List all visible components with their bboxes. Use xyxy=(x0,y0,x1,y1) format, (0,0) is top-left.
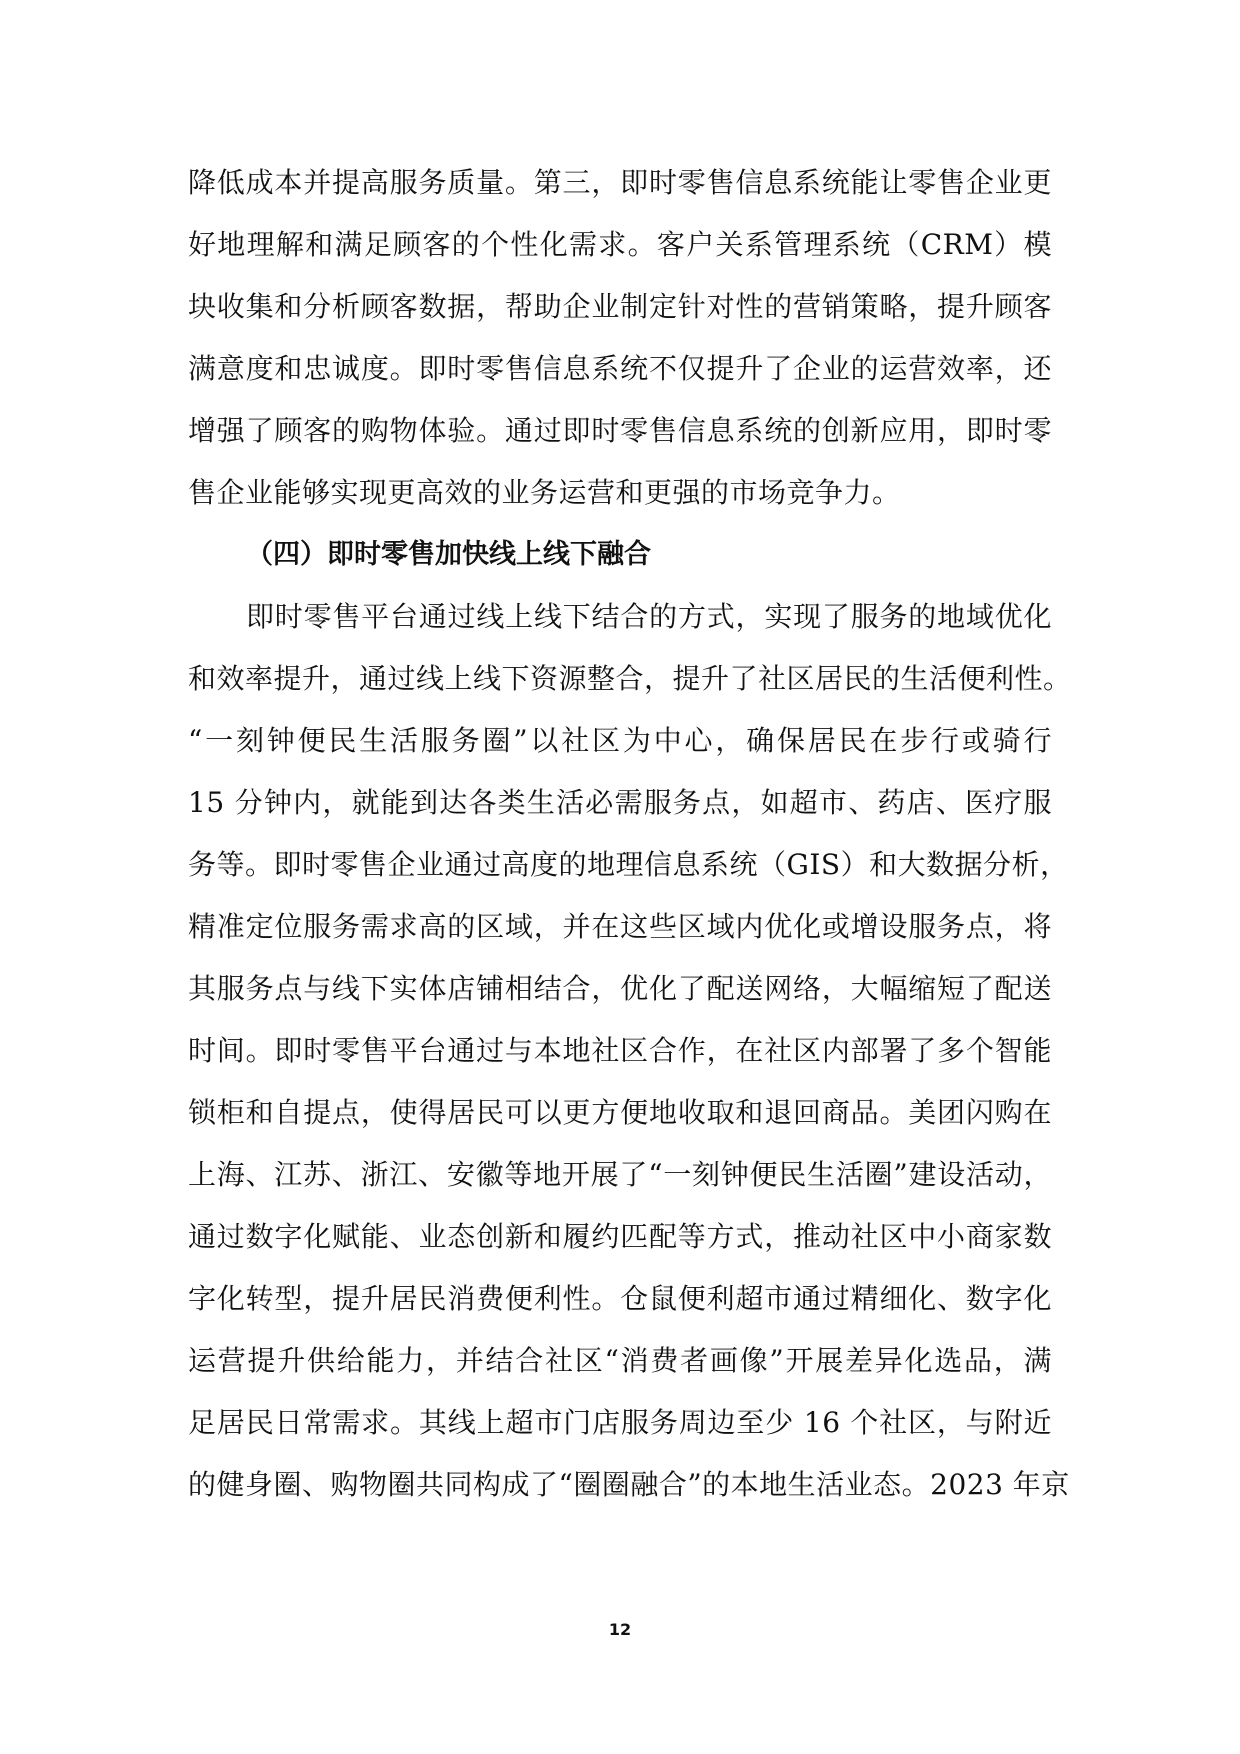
text-line: 上海、江苏、浙江、安徽等地开展了“一刻钟便民生活圈”建设活动， xyxy=(188,1158,1052,1191)
paragraph-1 xyxy=(188,152,1052,524)
text-line: 增强了顾客的购物体验。通过即时零售信息系统的创新应用，即时零 xyxy=(188,414,1052,447)
text-line: 的健身圈、购物圈共同构成了“圈圈融合”的本地生活业态。2023 年京 xyxy=(188,1468,1070,1501)
text-line: 好地理解和满足顾客的个性化需求。客户关系管理系统（CRM）模 xyxy=(188,228,1052,261)
text-line: 足居民日常需求。其线上超市门店服务周边至少 16 个社区，与附近 xyxy=(188,1406,1052,1439)
section-heading: （四）即时零售加快线上线下融合 xyxy=(246,539,651,570)
text-line: 运营提升供给能力，并结合社区“消费者画像”开展差异化选品，满 xyxy=(188,1344,1052,1377)
paragraph-2 xyxy=(188,586,1072,1516)
text-line: 时间。即时零售平台通过与本地社区合作，在社区内部署了多个智能 xyxy=(188,1034,1052,1067)
text-line: 字化转型，提升居民消费便利性。仓鼠便利超市通过精细化、数字化 xyxy=(188,1282,1052,1315)
text-line: 降低成本并提高服务质量。第三，即时零售信息系统能让零售企业更 xyxy=(188,166,1052,199)
text-line: 块收集和分析顾客数据，帮助企业制定针对性的营销策略，提升顾客 xyxy=(188,290,1052,323)
text-line: 锁柜和自提点，使得居民可以更方便地收取和退回商品。美团闪购在 xyxy=(188,1096,1052,1129)
text-line: “一刻钟便民生活服务圈”以社区为中心，确保居民在步行或骑行 xyxy=(188,724,1052,757)
text-line: 其服务点与线下实体店铺相结合，优化了配送网络，大幅缩短了配送 xyxy=(188,972,1052,1005)
text-line: 15 分钟内，就能到达各类生活必需服务点，如超市、药店、医疗服 xyxy=(188,786,1052,819)
text-line: 精准定位服务需求高的区域，并在这些区域内优化或增设服务点，将 xyxy=(188,910,1052,943)
text-line: 和效率提升，通过线上线下资源整合，提升了社区居民的生活便利性。 xyxy=(188,662,1072,695)
text-line: 务等。即时零售企业通过高度的地理信息系统（GIS）和大数据分析， xyxy=(188,848,1069,881)
text-line: 满意度和忠诚度。即时零售信息系统不仅提升了企业的运营效率，还 xyxy=(188,352,1052,385)
text-line: 售企业能够实现更高效的业务运营和更强的市场竞争力。 xyxy=(188,476,901,509)
text-line: 通过数字化赋能、业态创新和履约匹配等方式，推动社区中小商家数 xyxy=(188,1220,1052,1253)
text-line: 即时零售平台通过线上线下结合的方式，实现了服务的地域优化 xyxy=(246,600,1052,633)
page-number: 12 xyxy=(608,1620,632,1639)
document-body xyxy=(188,152,1072,1516)
